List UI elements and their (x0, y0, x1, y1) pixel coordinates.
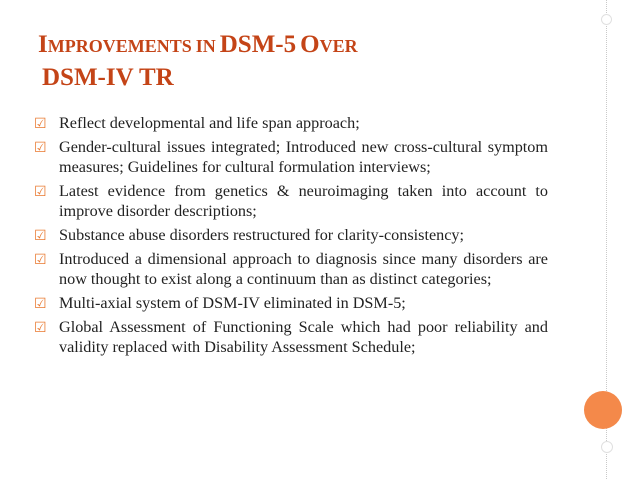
checkbox-checked-icon: ☑ (34, 139, 47, 156)
checkbox-checked-icon: ☑ (34, 228, 47, 245)
title-in: IN (195, 36, 216, 56)
title-dsm5: DSM-5 (219, 31, 297, 58)
bullet-text: Global Assessment of Functioning Scale which had poor reliability and validity replaced with Disability Assessment Schedule; (59, 317, 548, 357)
title-initial-i: I (38, 31, 48, 58)
bullet-item (34, 249, 548, 290)
title-line-2: DSM-IV TR (42, 64, 174, 91)
bullet-text: Gender-cultural issues integrated; Introduced new cross-cultural symptom measures; Guidelines for cultural formulation interviews; (59, 137, 548, 177)
bullet-item (34, 225, 548, 246)
decorative-circle-top (601, 14, 612, 25)
slide-title (38, 30, 558, 93)
bullet-text: Multi-axial system of DSM-IV eliminated in DSM-5; (59, 293, 406, 312)
checkbox-checked-icon: ☑ (34, 295, 47, 312)
decorative-circle-orange (584, 391, 622, 429)
checkbox-checked-icon: ☑ (34, 251, 47, 268)
checkbox-checked-icon: ☑ (34, 116, 47, 132)
title-improvements: MPROVEMENTS (47, 36, 192, 56)
bullet-text: Reflect developmental and life span approach; (59, 114, 360, 132)
checkbox-checked-icon: ☑ (34, 319, 47, 336)
title-over: VER (319, 36, 358, 56)
bullet-text: Substance abuse disorders restructured for clarity-consistency; (59, 226, 465, 245)
bullet-item (34, 113, 548, 134)
bullet-text: Introduced a dimensional approach to diagnosis since many disorders are now thought to exist along a continuum than as distinct categories; (59, 249, 548, 289)
bullet-item (34, 317, 548, 358)
decorative-circle-small (601, 441, 613, 453)
bullet-list (34, 113, 548, 361)
bullet-item (34, 293, 548, 314)
title-initial-o: O (300, 31, 320, 58)
bullet-item (34, 181, 548, 222)
title-line-1 (38, 30, 558, 63)
bullet-item (34, 137, 548, 178)
checkbox-checked-icon: ☑ (34, 183, 47, 200)
bullet-text: Latest evidence from genetics & neuroimaging taken into account to improve disorder descriptions; (59, 181, 548, 221)
